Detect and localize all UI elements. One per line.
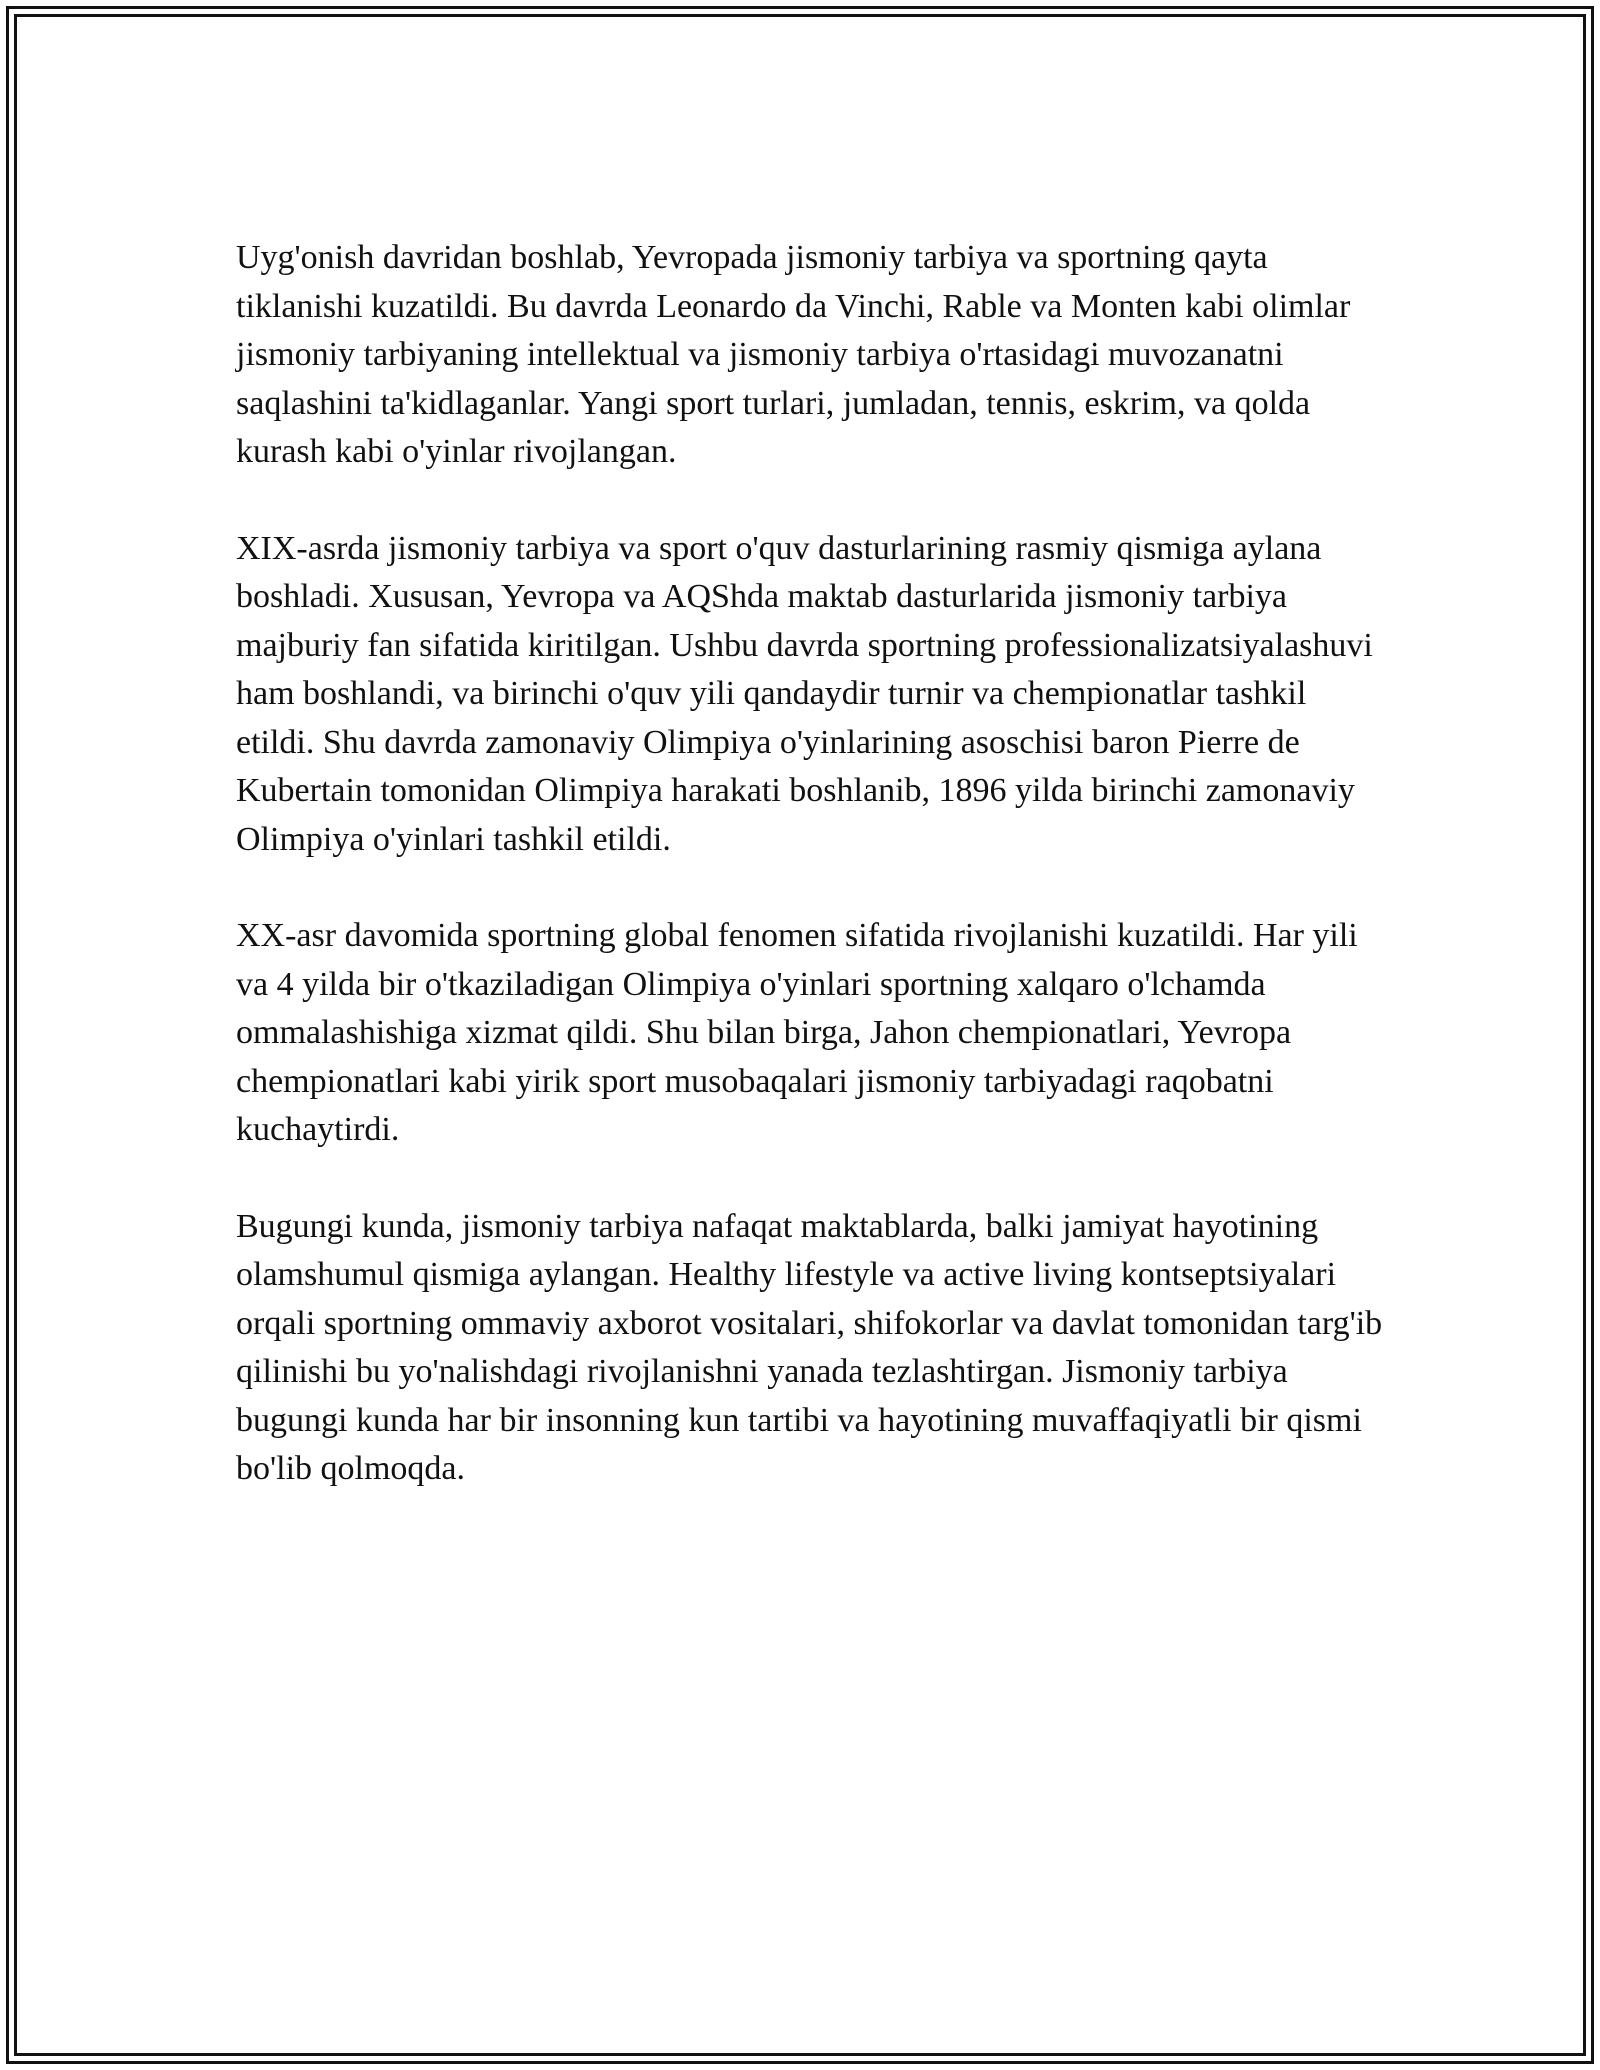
paragraph-today: Bugungi kunda, jismoniy tarbiya nafaqat maktablarda, balki jamiyat hayotining olamshumul qismiga aylangan. Healthy lifestyle va active living kontseptsiyalari orqali sportning ommaviy axborot vositalari, shifokorlar va davlat tomonidan targ'ib qilinishi bu yo'nalishdagi rivojlanishni yanada tezlashtirgan. Jismoniy tarbiya bugungi kunda har bir insonning kun tartibi va hayotining muvaffaqiyatli bir qismi bo'lib qolmoqda. bbox=[236, 1207, 1383, 1487]
paragraph-renaissance: Uyg'onish davridan boshlab, Yevropada jismoniy tarbiya va sportning qayta tiklanishi kuzatildi. Bu davrda Leonardo da Vinchi, Rable va Monten kabi olimlar jismoniy tarbiyaning intellektual va jismoniy tarbiya o'rtasidagi muvozanatni saqlashini ta'kidlaganlar. Yangi sport turlari, jumladan, tennis, eskrim, va qolda kurash kabi o'yinlar rivojlangan. bbox=[236, 239, 1351, 470]
paragraph-20th-century: XX-asr davomida sportning global fenomen sifatida rivojlanishi kuzatildi. Har yili va 4 yilda bir o'tkaziladigan Olimpiya o'yinlari sportning xalqaro o'lchamda ommalashishiga xizmat qildi. Shu bilan birga, Jahon chempionatlari, Yevropa chempionatlari kabi yirik sport musobaqalari jismoniy tarbiyadagi raqobatni kuchaytirdi. bbox=[236, 917, 1358, 1148]
paragraph-19th-century: XIX-asrda jismoniy tarbiya va sport o'quv dasturlarining rasmiy qismiga aylana boshladi. Xususan, Yevropa va AQShda maktab dasturlarida jismoniy tarbiya majburiy fan sifatida kiritilgan. Ushbu davrda sportning professionalizatsiyalashuvi ham boshlandi, va birinchi o'quv yili qandaydir turnir va chempionatlar tashkil etildi. Shu davrda zamonaviy Olimpiya o'yinlarining asoschisi baron Pierre de Kubertain tomonidan Olimpiya harakati boshlanib, 1896 yilda birinchi zamonaviy Olimpiya o'yinlari tashkil etildi. bbox=[236, 529, 1373, 858]
document-body bbox=[236, 234, 1386, 1542]
